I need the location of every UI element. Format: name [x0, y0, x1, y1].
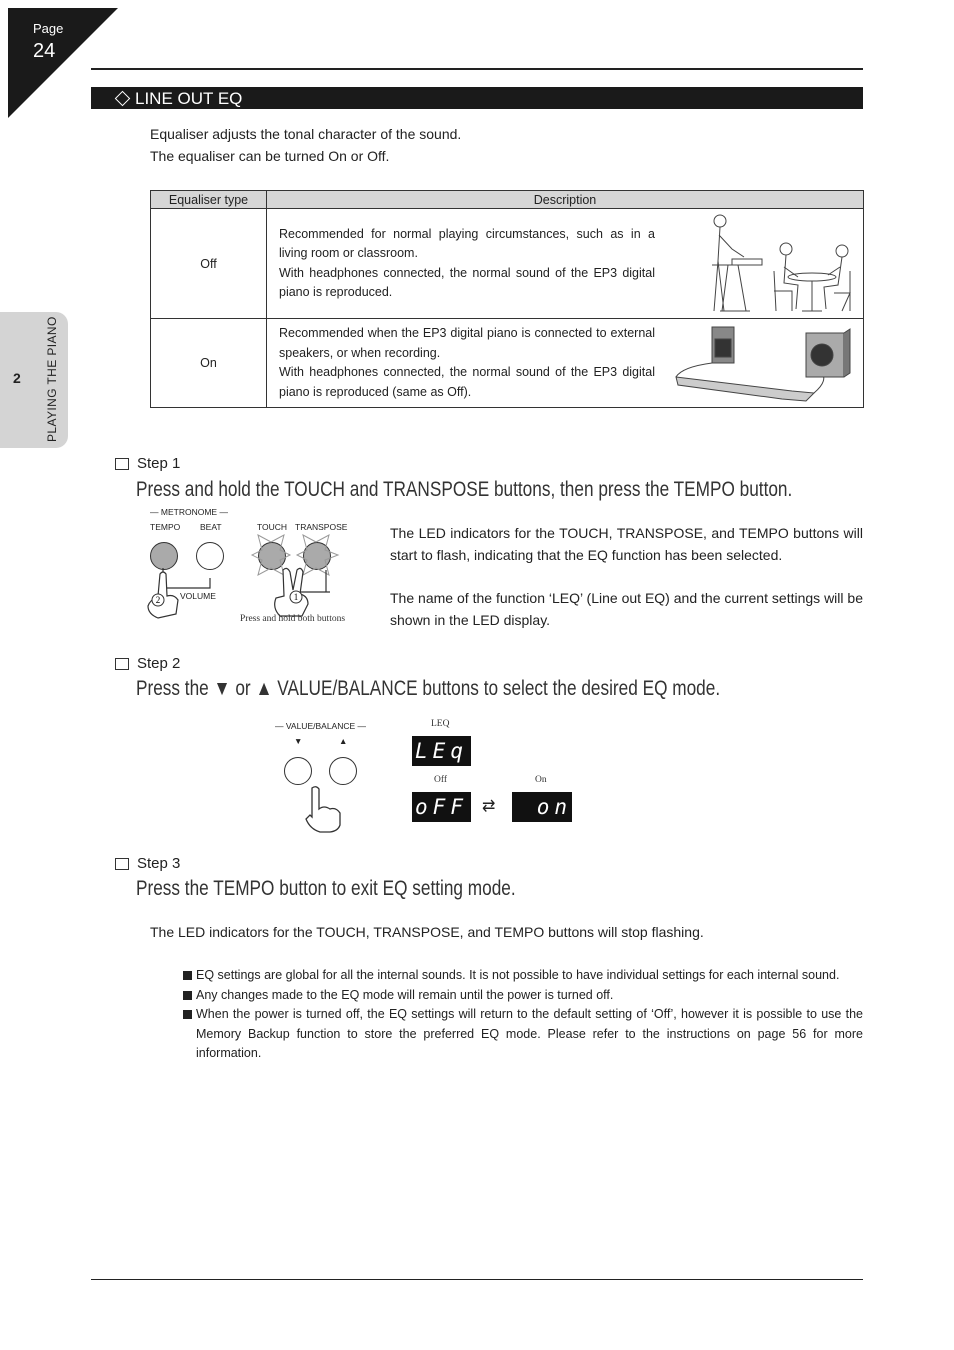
checkbox-icon	[115, 658, 129, 670]
step-1-title: Press and hold the TOUCH and TRANSPOSE buttons, then press the TEMPO button.	[136, 478, 793, 501]
beat-label: BEAT	[200, 522, 222, 532]
step-1-paragraph: The name of the function ‘LEQ’ (Line out EQ) and the current settings will be shown in the LED display.	[390, 590, 863, 628]
step-3-heading	[115, 855, 180, 872]
metronome-label: — METRONOME —	[150, 507, 228, 517]
eq-type-cell: On	[151, 319, 267, 408]
description-line: Recommended when the EP3 digital piano is connected to external speakers, or when recording.	[279, 326, 655, 360]
description-line: With headphones connected, the normal sound of the EP3 digital piano is reproduced (same as Off).	[279, 365, 655, 399]
checkbox-icon	[115, 858, 129, 870]
step-2-heading	[115, 655, 180, 672]
description-text	[268, 324, 655, 402]
bullet-square-icon	[183, 991, 192, 1000]
transpose-label: TRANSPOSE	[295, 522, 348, 532]
intro-line: The equaliser can be turned On or Off.	[150, 148, 390, 164]
step-1-paragraph: The LED indicators for the TOUCH, TRANSPOSE, and TEMPO buttons will start to flash, indicating that the EQ function has been selected.	[390, 525, 863, 563]
led-display-leq: LEq	[412, 736, 471, 766]
column-header-type: Equaliser type	[151, 191, 267, 209]
list-item: EQ settings are global for all the internal sounds. It is not possible to have individual settings for each internal sound.	[182, 966, 863, 986]
toggle-arrows-icon: ⇄	[482, 798, 496, 815]
piano-with-speakers-illustration	[672, 321, 862, 405]
off-caption: Off	[434, 775, 448, 785]
tempo-label: TEMPO	[150, 522, 181, 532]
table-row	[151, 319, 864, 408]
list-item: Any changes made to the EQ mode will remain until the power is turned off.	[182, 986, 863, 1006]
hand-marker-1: 1	[293, 592, 299, 602]
step-label: Step 3	[137, 855, 181, 872]
bullet-square-icon	[183, 1010, 192, 1019]
step-2-title: Press the ▼ or ▲ VALUE/BALANCE buttons to select the desired EQ mode.	[136, 677, 721, 700]
section-title: LINE OUT EQ	[135, 89, 243, 108]
press-hold-caption: Press and hold both buttons	[240, 614, 346, 624]
bullet-square-icon	[183, 971, 192, 980]
checkbox-icon	[115, 458, 129, 470]
leq-caption: LEQ	[431, 719, 450, 729]
description-text	[268, 225, 655, 303]
on-caption: On	[535, 775, 547, 785]
description-cell	[267, 319, 864, 408]
intro-line: Equaliser adjusts the tonal character of the sound.	[150, 126, 462, 142]
description-line: With headphones connected, the normal sound of the EP3 digital piano is reproduced.	[279, 265, 655, 299]
value-up-button[interactable]	[329, 757, 357, 785]
touch-label: TOUCH	[257, 522, 288, 532]
step-1-panel-diagram	[140, 505, 375, 630]
volume-label: VOLUME	[180, 591, 216, 601]
led-display-off: oFF	[412, 792, 471, 822]
down-arrow-icon: ▼	[294, 736, 303, 746]
eq-type-table	[150, 190, 864, 408]
table-row	[151, 209, 864, 319]
list-item: When the power is turned off, the EQ settings will return to the default setting of ‘Off’, however it is possible to use the Memory Backup function to store the preferred EQ mode. Please refer to the instructions on page 56 for more information.	[182, 1005, 863, 1064]
value-down-button[interactable]	[284, 757, 312, 785]
value-balance-label: — VALUE/BALANCE —	[275, 721, 367, 731]
description-cell	[267, 209, 864, 319]
page-number: 24	[33, 40, 56, 62]
step-3-paragraph: The LED indicators for the TOUCH, TRANSPOSE, and TEMPO buttons will stop flashing.	[150, 924, 704, 940]
value-balance-panel	[270, 715, 370, 835]
table-header-row	[151, 191, 864, 209]
notes-list	[182, 966, 863, 1064]
step-1-heading	[115, 455, 180, 472]
column-header-description: Description	[267, 191, 864, 209]
step-label: Step 1	[137, 455, 181, 472]
description-line: Recommended for normal playing circumstances, such as in a living room or classroom.	[279, 226, 655, 260]
section-header	[91, 87, 863, 109]
eq-type-cell: Off	[151, 209, 267, 319]
step-3-title: Press the TEMPO button to exit EQ setting mode.	[136, 877, 516, 900]
led-display-on: on	[512, 792, 572, 822]
diamond-icon	[115, 91, 131, 107]
bottom-rule	[91, 1279, 863, 1280]
people-listening-illustration	[692, 211, 862, 317]
chapter-number: 2	[13, 370, 21, 386]
top-rule	[91, 68, 863, 70]
up-arrow-icon: ▲	[339, 736, 348, 746]
step-label: Step 2	[137, 655, 181, 672]
pointing-hand-icon	[300, 785, 350, 835]
hand-marker-2: 2	[155, 595, 161, 605]
chapter-title: PLAYING THE PIANO	[45, 316, 59, 442]
page-label: Page	[33, 21, 64, 36]
